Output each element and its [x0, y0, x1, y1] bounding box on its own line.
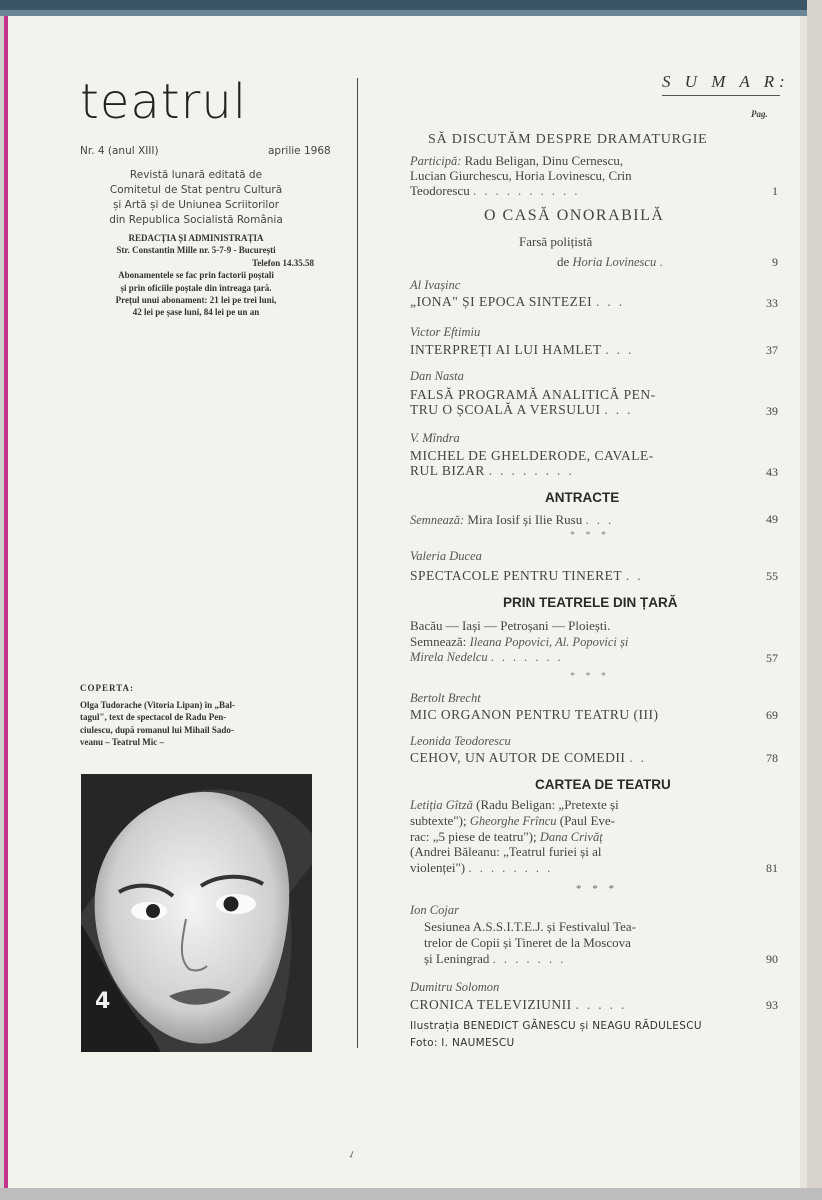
- toc-entry-line: [410, 295, 630, 309]
- cover-line: veanu – Teatrul Mic –: [80, 737, 165, 747]
- admin-line: REDACȚIA ȘI ADMINISTRAȚIA: [128, 233, 264, 243]
- toc-text: (Paul Eve-: [559, 813, 615, 828]
- toc-text: CRONICA TELEVIZIUNII: [410, 997, 572, 1012]
- toc-entry-line: MIC ORGANON PENTRU TEATRU (III): [410, 707, 659, 722]
- toc-page: 43: [766, 465, 778, 479]
- toc-page: 90: [766, 952, 778, 966]
- issue-date: aprilie 1968: [268, 145, 331, 157]
- toc-author: Al Ivașinc: [410, 278, 461, 292]
- toc-entry-line: [410, 751, 652, 765]
- publisher-line: din Republica Socialistă România: [109, 214, 283, 226]
- toc-page: 39: [766, 404, 778, 418]
- toc-entry-line: [410, 798, 619, 812]
- publisher-line: Revistă lunară editată de: [129, 169, 263, 181]
- toc-text: violenței"): [410, 860, 466, 875]
- toc-author: Semnează:: [410, 513, 465, 527]
- publisher-line: și Artă și de Uniunea Scriitorilor: [112, 199, 280, 211]
- toc-text: rac: „5 piese de teatru");: [410, 829, 537, 844]
- toc-text: CEHOV, UN AUTOR DE COMEDII: [410, 750, 626, 765]
- toc-entry-line: [410, 830, 603, 844]
- section-heading: PRIN TEATRELE DIN ȚARĂ: [503, 595, 678, 610]
- admin-line: Str. Constantin Mille nr. 5-7-9 - București: [116, 245, 276, 256]
- leader-dots: ..: [625, 568, 649, 583]
- toc-title-rule: [662, 95, 780, 96]
- publisher-line: Comitetul de Stat pentru Cultură: [109, 184, 283, 196]
- leader-dots: ...: [596, 294, 631, 309]
- page-column-label: Pag.: [751, 109, 768, 119]
- toc-entry-line: MICHEL DE GHELDERODE, CAVALE-: [410, 448, 654, 463]
- leader-dots: ..........: [472, 183, 586, 198]
- toc-entry-line: FALSĂ PROGRAMĂ ANALITICĂ PEN-: [410, 387, 656, 402]
- cover-caption: [80, 682, 312, 749]
- toc-page: 81: [766, 861, 778, 875]
- toc-text: TRU O ȘCOALĂ A VERSULUI: [410, 402, 601, 417]
- toc-author: Victor Eftimiu: [410, 325, 481, 339]
- toc-author: Gheorghe Frîncu: [469, 814, 557, 828]
- leader-dots: ........: [488, 463, 580, 478]
- leader-dots: .......: [490, 650, 569, 664]
- toc-entry-line: [410, 814, 615, 828]
- bottom-edge: [0, 1188, 822, 1200]
- toc-text: Teodorescu: [410, 183, 470, 198]
- toc-entry-line: [410, 513, 619, 527]
- toc-entry-line: [557, 255, 671, 269]
- toc-entry-title: SĂ DISCUTĂM DESPRE DRAMATURGIE: [428, 132, 708, 147]
- toc-entry-line: [410, 635, 628, 649]
- photo-credit: Foto: I. NAUMESCU: [410, 1037, 515, 1049]
- toc-author: Dana Crivăț: [539, 830, 603, 844]
- toc-author: Participă:: [410, 154, 462, 168]
- toc-page: 37: [766, 343, 778, 357]
- cover-photo: [81, 774, 312, 1052]
- toc-text: subtexte");: [410, 813, 467, 828]
- admin-line: 42 lei pe șase luni, 84 lei pe un an: [132, 307, 260, 318]
- toc-entry-line: Farsă polițistă: [519, 234, 593, 249]
- separator-stars: * * *: [570, 671, 610, 682]
- cover-line: ciulescu, după romanul lui Mihail Sado-: [80, 724, 234, 735]
- issue-number: Nr. 4 (anul XIII): [80, 145, 159, 157]
- toc-title: S U M A R:: [662, 72, 790, 91]
- toc-entry-line: [410, 651, 569, 664]
- toc-text: Semnează:: [410, 634, 467, 649]
- toc-entry-title: O CASĂ ONORABILĂ: [484, 207, 665, 224]
- section-heading: ANTRACTE: [545, 490, 620, 505]
- toc-author: Leonida Teodorescu: [410, 734, 511, 748]
- toc-text: Mira Iosif și Ilie Rusu: [467, 512, 583, 527]
- page-edge-shadow: [800, 16, 807, 1188]
- toc-text: INTERPREȚI AI LUI HAMLET: [410, 342, 602, 357]
- toc-text: și Leningrad: [424, 951, 490, 966]
- toc-text: de: [557, 254, 570, 269]
- toc-author: Letiția Gîtză: [410, 798, 473, 812]
- toc-entry-line: [410, 343, 639, 357]
- toc-entry-line: trelor de Copii și Tineret de la Moscova: [424, 935, 631, 950]
- toc-author: Dumitru Solomon: [410, 980, 500, 994]
- toc-page: 78: [766, 751, 778, 765]
- cover-line: Olga Tudorache (Vitoria Lipan) în „Bal-: [80, 699, 235, 710]
- toc-author: Bertolt Brecht: [410, 691, 481, 705]
- toc-author: Horia Lovinescu: [572, 255, 657, 269]
- column-divider: [357, 78, 358, 1048]
- toc-text: Radu Beligan, Dinu Cernescu,: [464, 153, 624, 168]
- toc-entry-line: [410, 998, 632, 1012]
- publisher-info: [80, 168, 312, 228]
- admin-line: Prețul unui abonament: 21 lei pe trei luni,: [115, 295, 277, 306]
- leader-dots: .....: [575, 997, 633, 1012]
- toc-author: Ion Cojar: [410, 903, 459, 917]
- toc-page: 57: [766, 651, 778, 665]
- admin-line: Abonamentele se fac prin factorii poștali: [118, 270, 274, 281]
- admin-line: Telefon 14.35.58: [252, 257, 314, 268]
- leader-dots: ...: [604, 402, 639, 417]
- issue-number-overlay: 4: [95, 989, 111, 1014]
- toc-author: V. Mîndra: [410, 431, 460, 445]
- toc-entry-line: Sesiunea A.S.S.I.T.E.J. și Festivalul Tea-: [424, 919, 637, 934]
- toc-text: SPECTACOLE PENTRU TINERET: [410, 568, 622, 583]
- cover-heading: COPERTA:: [80, 683, 135, 693]
- toc-text: „IONA" ȘI EPOCA SINTEZEI: [410, 294, 593, 309]
- toc-entry-line: [410, 403, 639, 417]
- leader-dots: .......: [492, 951, 572, 966]
- toc-entry-line: [410, 861, 558, 874]
- separator-stars: * * *: [570, 530, 610, 541]
- toc-page: 69: [766, 708, 778, 722]
- toc-entry-line: (Andrei Băleanu: „Teatrul furiei și al: [410, 844, 602, 859]
- admin-line: și prin oficiile poștale din întreaga țară.: [120, 282, 272, 293]
- illustration-credit: Ilustrația BENEDICT GĂNESCU și NEAGU RĂDULESCU: [410, 1020, 702, 1032]
- toc-entry-line: [424, 952, 571, 965]
- toc-page: 49: [766, 512, 778, 526]
- toc-entry-line: [410, 464, 580, 478]
- administration-info: [78, 232, 314, 319]
- toc-text: (Radu Beligan: „Pretexte și: [476, 797, 619, 812]
- toc-page: 33: [766, 296, 778, 310]
- leader-dots: ........: [468, 860, 559, 875]
- toc-author: Mirela Nedelcu: [410, 650, 488, 664]
- toc-author: Valeria Ducea: [410, 549, 482, 563]
- ink-mark: ✓: [346, 1148, 359, 1163]
- toc-entry-line: [410, 569, 649, 583]
- toc-entry-line: Bacău — Iași — Petroșani — Ploiești.: [410, 618, 611, 633]
- toc-page: 9: [772, 255, 778, 269]
- toc-entry-line: Lucian Giurchescu, Horia Lovinescu, Crin: [410, 168, 632, 183]
- leader-dots: ..: [629, 750, 653, 765]
- toc-entry-line: [410, 184, 585, 197]
- separator-stars: * * *: [576, 883, 618, 895]
- leader-dots: .: [659, 254, 671, 269]
- binding-spine: [4, 16, 8, 1188]
- toc-author: Ileana Popovici, Al. Popovici și: [469, 635, 629, 649]
- toc-page: 55: [766, 569, 778, 583]
- toc-entry-line: [410, 154, 623, 168]
- leader-dots: ...: [585, 512, 620, 527]
- cover-line: tagul", text de spectacol de Radu Pen-: [80, 712, 227, 722]
- magazine-logo: teatrul: [80, 74, 248, 130]
- toc-page: 1: [772, 184, 778, 198]
- section-heading: CARTEA DE TEATRU: [535, 777, 671, 792]
- leader-dots: ...: [605, 342, 640, 357]
- right-edge: [807, 0, 822, 1200]
- toc-text: RUL BIZAR: [410, 463, 485, 478]
- toc-page: 93: [766, 998, 778, 1012]
- toc-author: Dan Nasta: [410, 369, 464, 383]
